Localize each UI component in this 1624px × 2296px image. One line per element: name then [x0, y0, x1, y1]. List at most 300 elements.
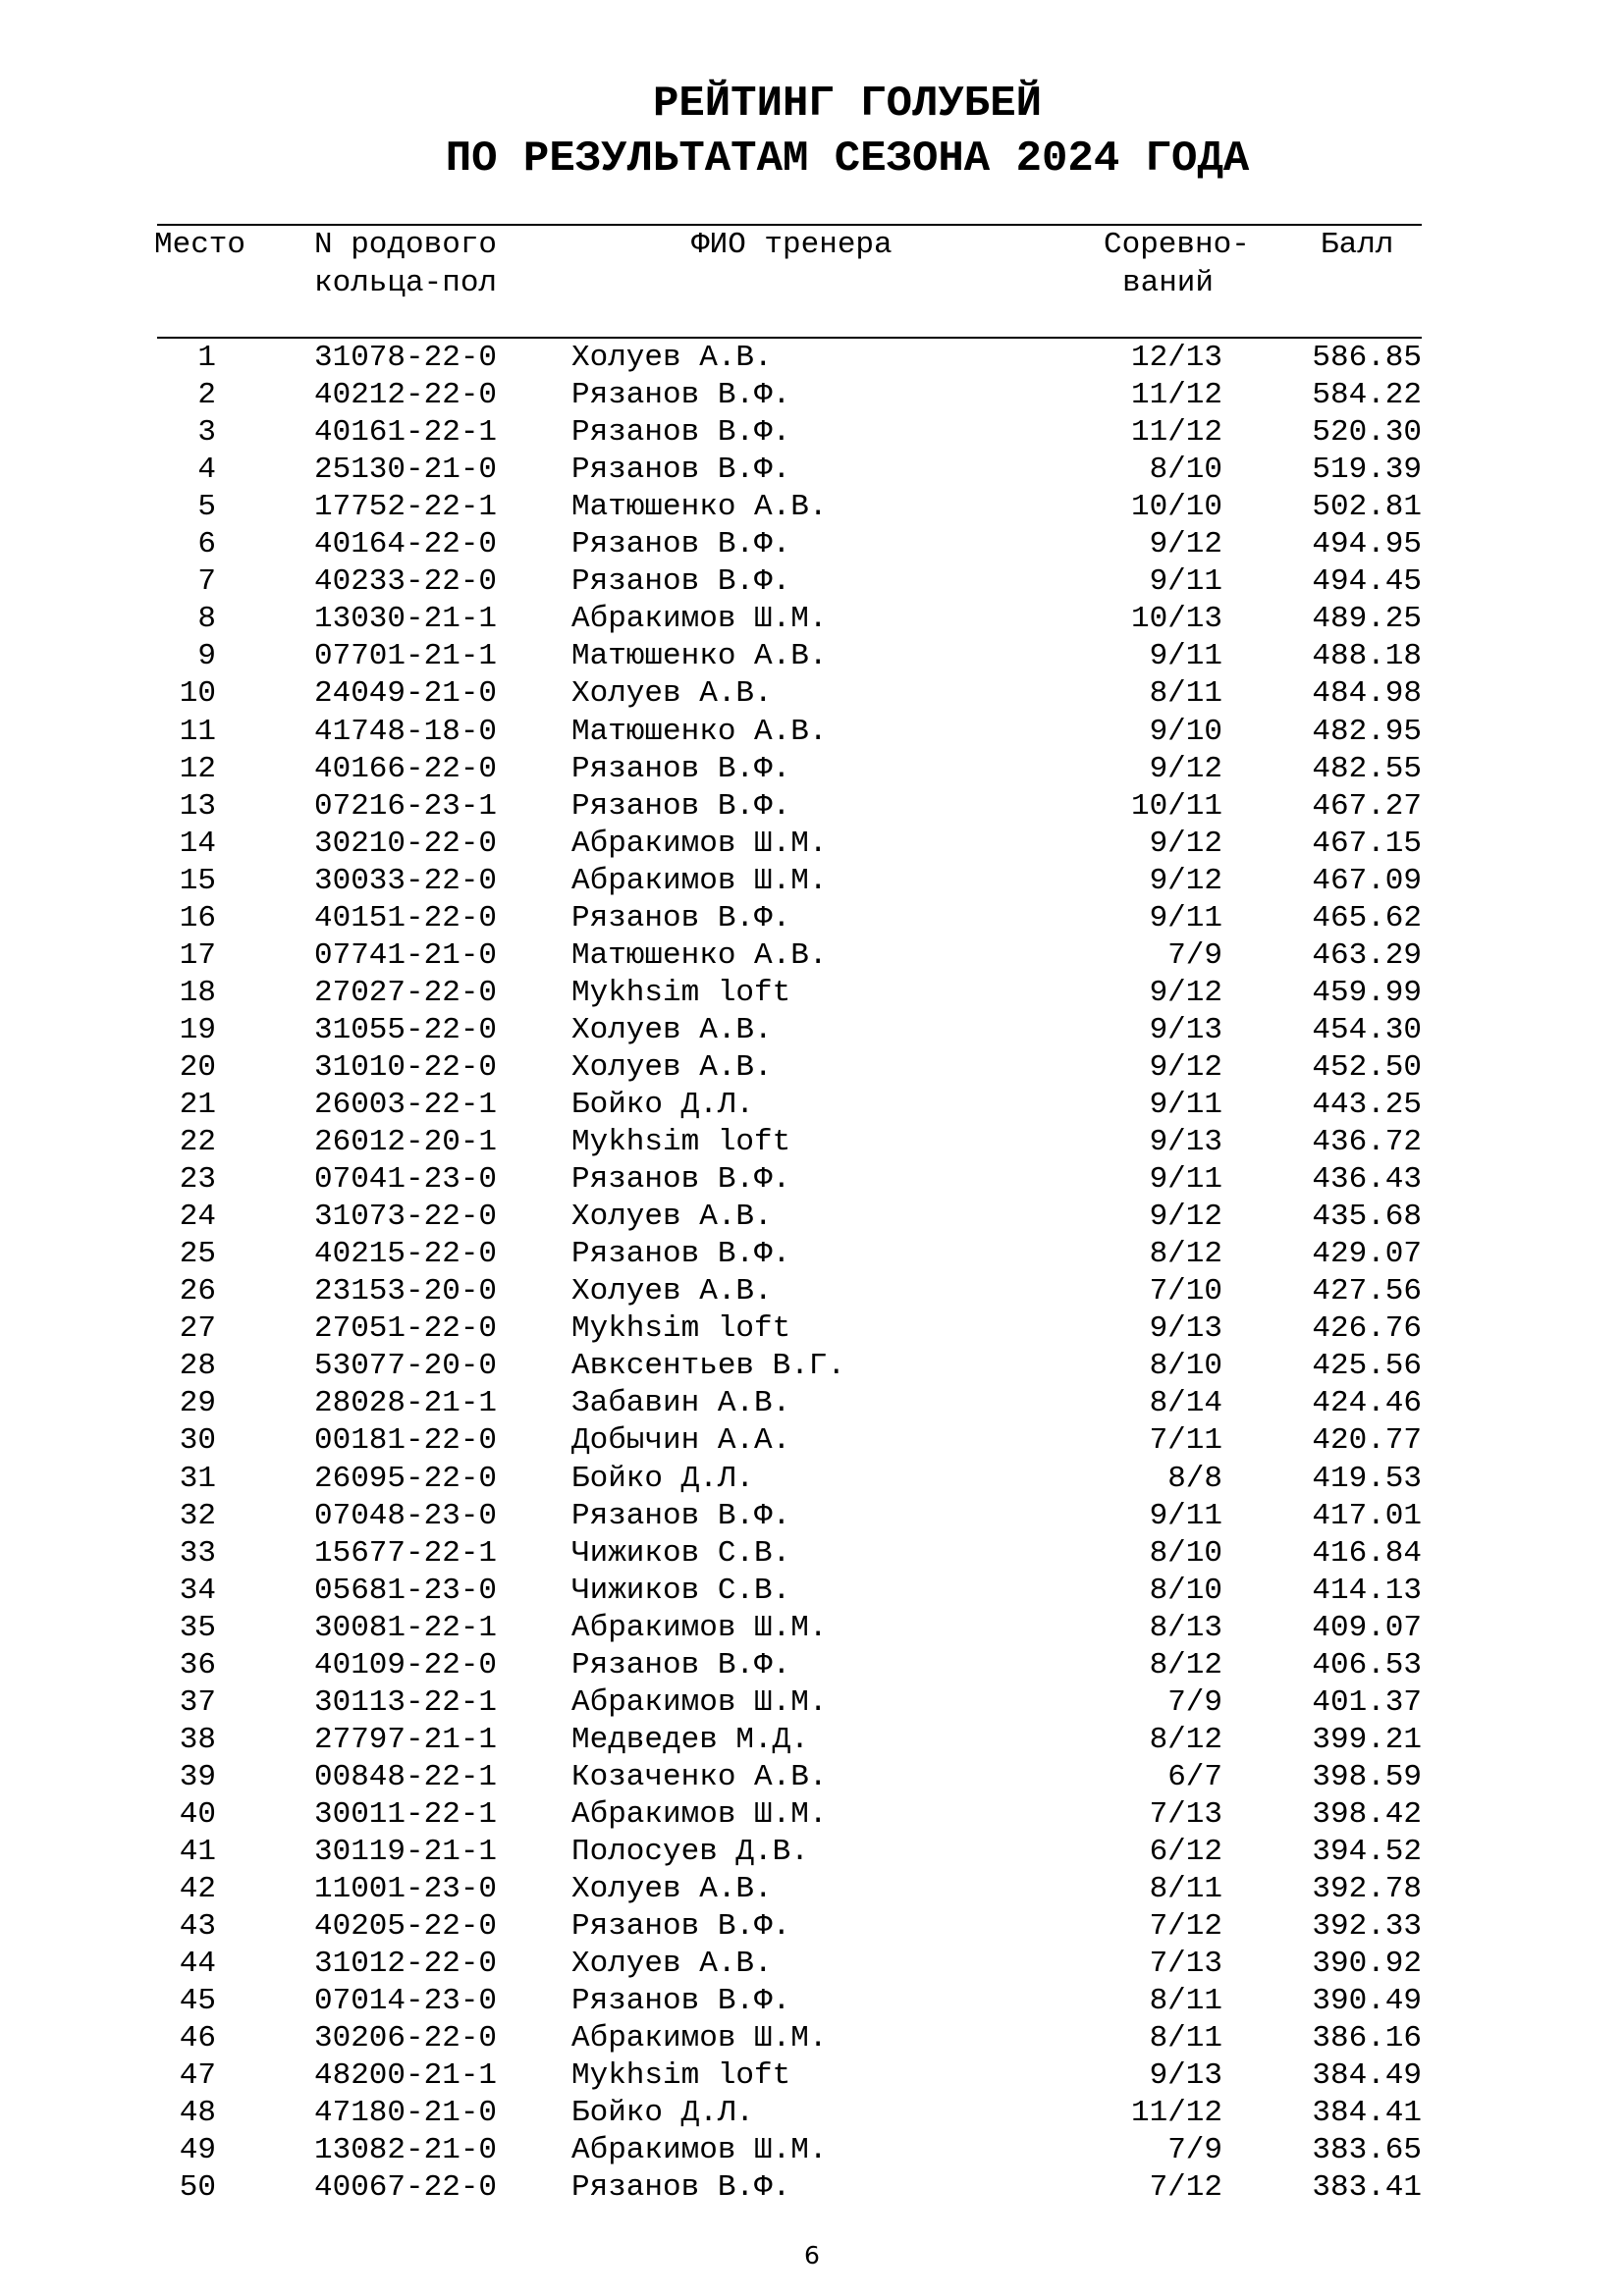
place-cell: 47	[179, 2058, 216, 2094]
trainer-cell: Забавин А.В.	[571, 1386, 791, 1421]
header-score: Балл	[1321, 228, 1394, 262]
score-cell: 443.25	[1312, 1088, 1422, 1122]
table-row	[0, 1834, 1624, 1871]
competitions-cell: 6/12	[1149, 1835, 1222, 1869]
table-row	[0, 1348, 1624, 1385]
header-competitions-line-2: ваний	[1122, 266, 1215, 300]
table-row	[0, 1310, 1624, 1348]
ring-cell: 25130-21-0	[314, 453, 498, 488]
trainer-cell: Рязанов В.Ф.	[571, 751, 791, 786]
table-row	[0, 2169, 1624, 2207]
ring-cell: 13082-21-0	[314, 2133, 498, 2168]
score-cell: 489.25	[1312, 602, 1422, 637]
trainer-cell: Рязанов В.Ф.	[571, 527, 791, 562]
trainer-cell: Абракимов Ш.М.	[571, 602, 828, 637]
table-row	[0, 1124, 1624, 1161]
score-cell: 426.76	[1312, 1311, 1422, 1347]
competitions-cell: 8/11	[1149, 2021, 1222, 2056]
ring-cell: 11001-23-0	[314, 1872, 498, 1907]
score-cell: 459.99	[1312, 975, 1422, 1010]
place-cell: 42	[179, 1872, 216, 1907]
place-cell: 39	[179, 1759, 216, 1794]
ring-cell: 40215-22-0	[314, 1237, 498, 1272]
ring-cell: 05681-23-0	[314, 1573, 498, 1608]
table-row	[0, 1535, 1624, 1573]
competitions-cell: 11/12	[1130, 378, 1222, 413]
trainer-cell: Рязанов В.Ф.	[571, 900, 791, 935]
trainer-cell: Mykhsim loft	[571, 1125, 791, 1160]
table-row	[0, 1946, 1624, 1983]
competitions-cell: 7/12	[1149, 2170, 1222, 2206]
score-cell: 454.30	[1312, 1012, 1422, 1047]
trainer-cell: Абракимов Ш.М.	[571, 1796, 828, 1832]
score-cell: 584.22	[1312, 378, 1422, 413]
place-cell: 10	[179, 676, 216, 712]
competitions-cell: 9/12	[1149, 1200, 1222, 1235]
competitions-cell: 8/10	[1149, 1535, 1222, 1571]
ring-cell: 31078-22-0	[314, 341, 498, 375]
table-row	[0, 675, 1624, 713]
ring-cell: 31073-22-0	[314, 1200, 498, 1235]
table-row	[0, 1498, 1624, 1535]
table-row	[0, 452, 1624, 489]
place-cell: 28	[179, 1349, 216, 1384]
trainer-cell: Холуев А.В.	[571, 1274, 773, 1309]
table-row	[0, 1385, 1624, 1422]
table-row	[0, 638, 1624, 675]
trainer-cell: Холуев А.В.	[571, 1049, 773, 1085]
competitions-cell: 7/9	[1167, 2133, 1222, 2168]
place-cell: 6	[197, 527, 216, 562]
ring-cell: 48200-21-1	[314, 2058, 498, 2094]
score-cell: 394.52	[1312, 1835, 1422, 1869]
score-cell: 494.45	[1312, 564, 1422, 600]
score-cell: 494.95	[1312, 527, 1422, 562]
competitions-cell: 7/13	[1149, 1947, 1222, 1982]
score-cell: 399.21	[1312, 1722, 1422, 1757]
score-cell: 390.92	[1312, 1947, 1422, 1982]
ring-cell: 17752-22-1	[314, 490, 498, 525]
competitions-cell: 8/13	[1149, 1610, 1222, 1645]
trainer-cell: Козаченко А.В.	[571, 1759, 828, 1794]
competitions-cell: 9/12	[1149, 975, 1222, 1010]
table-row	[0, 601, 1624, 638]
trainer-cell: Рязанов В.Ф.	[571, 1237, 791, 1272]
trainer-cell: Матюшенко А.В.	[571, 937, 828, 973]
score-cell: 392.33	[1312, 1909, 1422, 1945]
trainer-cell: Чижиков С.В.	[571, 1535, 791, 1571]
table-row	[0, 563, 1624, 601]
ring-cell: 30033-22-0	[314, 863, 498, 898]
trainer-cell: Абракимов Ш.М.	[571, 863, 828, 898]
place-cell: 16	[179, 900, 216, 935]
place-cell: 41	[179, 1835, 216, 1869]
competitions-cell: 11/12	[1130, 2096, 1222, 2131]
trainer-cell: Рязанов В.Ф.	[571, 453, 791, 488]
trainer-cell: Рязанов В.Ф.	[571, 1498, 791, 1533]
header-ring-line-2: кольца-пол	[314, 266, 498, 300]
place-cell: 9	[197, 639, 216, 674]
trainer-cell: Рязанов В.Ф.	[571, 1984, 791, 2019]
score-cell: 414.13	[1312, 1573, 1422, 1608]
competitions-cell: 9/11	[1149, 1498, 1222, 1533]
trainer-cell: Рязанов В.Ф.	[571, 1909, 791, 1945]
score-cell: 427.56	[1312, 1274, 1422, 1309]
place-cell: 45	[179, 1984, 216, 2019]
place-cell: 1	[197, 341, 216, 375]
trainer-cell: Холуев А.В.	[571, 1200, 773, 1235]
ring-cell: 00181-22-0	[314, 1423, 498, 1459]
place-cell: 43	[179, 1909, 216, 1945]
ring-cell: 30113-22-1	[314, 1684, 498, 1720]
competitions-cell: 9/12	[1149, 527, 1222, 562]
trainer-cell: Холуев А.В.	[571, 1012, 773, 1047]
ring-cell: 27027-22-0	[314, 975, 498, 1010]
place-cell: 5	[197, 490, 216, 525]
table-row	[0, 1236, 1624, 1273]
ring-cell: 07041-23-0	[314, 1162, 498, 1198]
place-cell: 3	[197, 415, 216, 451]
table-row	[0, 975, 1624, 1012]
ring-cell: 27051-22-0	[314, 1311, 498, 1347]
ring-cell: 30011-22-1	[314, 1796, 498, 1832]
table-row	[0, 1684, 1624, 1722]
competitions-cell: 8/10	[1149, 1349, 1222, 1384]
competitions-cell: 8/12	[1149, 1237, 1222, 1272]
score-cell: 383.65	[1312, 2133, 1422, 2168]
score-cell: 384.49	[1312, 2058, 1422, 2094]
ring-cell: 53077-20-0	[314, 1349, 498, 1384]
table-row	[0, 714, 1624, 751]
table-row	[0, 1273, 1624, 1310]
place-cell: 38	[179, 1722, 216, 1757]
ring-cell: 07014-23-0	[314, 1984, 498, 2019]
competitions-cell: 8/12	[1149, 1647, 1222, 1682]
ring-cell: 40166-22-0	[314, 751, 498, 786]
trainer-cell: Бойко Д.Л.	[571, 1088, 755, 1122]
trainer-cell: Полосуев Д.В.	[571, 1835, 809, 1869]
table-row	[0, 1983, 1624, 2020]
table-row	[0, 1087, 1624, 1124]
score-cell: 390.49	[1312, 1984, 1422, 2019]
competitions-cell: 7/9	[1167, 937, 1222, 973]
place-cell: 18	[179, 975, 216, 1010]
place-cell: 7	[197, 564, 216, 600]
score-cell: 436.72	[1312, 1125, 1422, 1160]
table-row	[0, 340, 1624, 377]
trainer-cell: Матюшенко А.В.	[571, 490, 828, 525]
place-cell: 40	[179, 1796, 216, 1832]
competitions-cell: 8/12	[1149, 1722, 1222, 1757]
competitions-cell: 6/7	[1167, 1759, 1222, 1794]
table-row	[0, 2132, 1624, 2169]
table-row	[0, 2020, 1624, 2057]
ring-cell: 07701-21-1	[314, 639, 498, 674]
score-cell: 435.68	[1312, 1200, 1422, 1235]
header-bottom-rule	[157, 337, 1422, 339]
score-cell: 467.15	[1312, 826, 1422, 861]
competitions-cell: 7/11	[1149, 1423, 1222, 1459]
table-row	[0, 1422, 1624, 1460]
place-cell: 14	[179, 826, 216, 861]
competitions-cell: 8/11	[1149, 1984, 1222, 2019]
table-row	[0, 1722, 1624, 1759]
score-cell: 502.81	[1312, 490, 1422, 525]
header-trainer: ФИО тренера	[691, 228, 893, 262]
trainer-cell: Абракимов Ш.М.	[571, 826, 828, 861]
trainer-cell: Добычин А.А.	[571, 1423, 791, 1459]
place-cell: 26	[179, 1274, 216, 1309]
competitions-cell: 8/11	[1149, 1872, 1222, 1907]
score-cell: 420.77	[1312, 1423, 1422, 1459]
competitions-cell: 10/13	[1130, 602, 1222, 637]
table-row	[0, 2095, 1624, 2132]
score-cell: 463.29	[1312, 937, 1422, 973]
ring-cell: 26095-22-0	[314, 1461, 498, 1496]
ring-cell: 40161-22-1	[314, 415, 498, 451]
trainer-cell: Рязанов В.Ф.	[571, 788, 791, 824]
ring-cell: 40205-22-0	[314, 1909, 498, 1945]
place-cell: 29	[179, 1386, 216, 1421]
ring-cell: 41748-18-0	[314, 714, 498, 749]
trainer-cell: Авксентьев В.Г.	[571, 1349, 846, 1384]
ring-cell: 30119-21-1	[314, 1835, 498, 1869]
place-cell: 25	[179, 1237, 216, 1272]
competitions-cell: 9/13	[1149, 2058, 1222, 2094]
score-cell: 406.53	[1312, 1647, 1422, 1682]
table-row	[0, 526, 1624, 563]
header-place: Место	[154, 228, 246, 262]
score-cell: 386.16	[1312, 2021, 1422, 2056]
score-cell: 519.39	[1312, 453, 1422, 488]
table-row	[0, 1012, 1624, 1049]
score-cell: 425.56	[1312, 1349, 1422, 1384]
score-cell: 419.53	[1312, 1461, 1422, 1496]
ring-cell: 47180-21-0	[314, 2096, 498, 2131]
score-cell: 484.98	[1312, 676, 1422, 712]
ring-cell: 40151-22-0	[314, 900, 498, 935]
ring-cell: 40109-22-0	[314, 1647, 498, 1682]
table-row	[0, 1461, 1624, 1498]
score-cell: 488.18	[1312, 639, 1422, 674]
trainer-cell: Mykhsim loft	[571, 975, 791, 1010]
ring-cell: 30081-22-1	[314, 1610, 498, 1645]
page-number: 6	[804, 2241, 820, 2269]
score-cell: 398.42	[1312, 1796, 1422, 1832]
score-cell: 398.59	[1312, 1759, 1422, 1794]
competitions-cell: 9/12	[1149, 863, 1222, 898]
place-cell: 31	[179, 1461, 216, 1496]
trainer-cell: Рязанов В.Ф.	[571, 378, 791, 413]
place-cell: 30	[179, 1423, 216, 1459]
ring-cell: 07741-21-0	[314, 937, 498, 973]
ring-cell: 26003-22-1	[314, 1088, 498, 1122]
ring-cell: 23153-20-0	[314, 1274, 498, 1309]
trainer-cell: Бойко Д.Л.	[571, 1461, 755, 1496]
trainer-cell: Холуев А.В.	[571, 1947, 773, 1982]
ring-cell: 40164-22-0	[314, 527, 498, 562]
trainer-cell: Абракимов Ш.М.	[571, 2133, 828, 2168]
trainer-cell: Чижиков С.В.	[571, 1573, 791, 1608]
place-cell: 20	[179, 1049, 216, 1085]
competitions-cell: 8/10	[1149, 453, 1222, 488]
ring-cell: 07216-23-1	[314, 788, 498, 824]
place-cell: 13	[179, 788, 216, 824]
competitions-cell: 9/11	[1149, 1088, 1222, 1122]
competitions-cell: 9/11	[1149, 639, 1222, 674]
table-row	[0, 377, 1624, 414]
ring-cell: 31012-22-0	[314, 1947, 498, 1982]
table-row	[0, 414, 1624, 452]
table-row	[0, 1573, 1624, 1610]
table-row	[0, 826, 1624, 863]
table-row	[0, 2057, 1624, 2095]
trainer-cell: Рязанов В.Ф.	[571, 415, 791, 451]
score-cell: 424.46	[1312, 1386, 1422, 1421]
ring-cell: 31010-22-0	[314, 1049, 498, 1085]
score-cell: 586.85	[1312, 341, 1422, 375]
ring-cell: 07048-23-0	[314, 1498, 498, 1533]
place-cell: 15	[179, 863, 216, 898]
score-cell: 467.09	[1312, 863, 1422, 898]
ring-cell: 40067-22-0	[314, 2170, 498, 2206]
table-row	[0, 1908, 1624, 1946]
place-cell: 11	[179, 714, 216, 749]
ring-cell: 27797-21-1	[314, 1722, 498, 1757]
trainer-cell: Рязанов В.Ф.	[571, 564, 791, 600]
competitions-cell: 8/10	[1149, 1573, 1222, 1608]
table-row	[0, 937, 1624, 975]
place-cell: 8	[197, 602, 216, 637]
ring-cell: 28028-21-1	[314, 1386, 498, 1421]
ring-cell: 30206-22-0	[314, 2021, 498, 2056]
page-title-line-2: ПО РЕЗУЛЬТАТАМ СЕЗОНА 2024 ГОДА	[445, 134, 1250, 184]
competitions-cell: 9/13	[1149, 1012, 1222, 1047]
place-cell: 19	[179, 1012, 216, 1047]
score-cell: 409.07	[1312, 1610, 1422, 1645]
competitions-cell: 9/12	[1149, 1049, 1222, 1085]
place-cell: 44	[179, 1947, 216, 1982]
trainer-cell: Абракимов Ш.М.	[571, 2021, 828, 2056]
trainer-cell: Холуев А.В.	[571, 341, 773, 375]
competitions-cell: 7/13	[1149, 1796, 1222, 1832]
place-cell: 27	[179, 1311, 216, 1347]
trainer-cell: Холуев А.В.	[571, 676, 773, 712]
place-cell: 35	[179, 1610, 216, 1645]
place-cell: 22	[179, 1125, 216, 1160]
trainer-cell: Медведев М.Д.	[571, 1722, 809, 1757]
place-cell: 4	[197, 453, 216, 488]
place-cell: 32	[179, 1498, 216, 1533]
ring-cell: 31055-22-0	[314, 1012, 498, 1047]
competitions-cell: 8/14	[1149, 1386, 1222, 1421]
competitions-cell: 9/11	[1149, 900, 1222, 935]
competitions-cell: 12/13	[1130, 341, 1222, 375]
score-cell: 452.50	[1312, 1049, 1422, 1085]
table-row	[0, 1049, 1624, 1087]
competitions-cell: 8/11	[1149, 676, 1222, 712]
table-row	[0, 1871, 1624, 1908]
table-row	[0, 863, 1624, 900]
place-cell: 24	[179, 1200, 216, 1235]
competitions-cell: 10/10	[1130, 490, 1222, 525]
trainer-cell: Матюшенко А.В.	[571, 639, 828, 674]
competitions-cell: 7/9	[1167, 1684, 1222, 1720]
competitions-cell: 7/10	[1149, 1274, 1222, 1309]
competitions-cell: 9/11	[1149, 564, 1222, 600]
score-cell: 465.62	[1312, 900, 1422, 935]
competitions-cell: 10/11	[1130, 788, 1222, 824]
score-cell: 520.30	[1312, 415, 1422, 451]
table-row	[0, 751, 1624, 788]
table-row	[0, 900, 1624, 937]
competitions-cell: 9/10	[1149, 714, 1222, 749]
score-cell: 482.95	[1312, 714, 1422, 749]
place-cell: 17	[179, 937, 216, 973]
score-cell: 467.27	[1312, 788, 1422, 824]
competitions-cell: 9/12	[1149, 826, 1222, 861]
table-row	[0, 1647, 1624, 1684]
trainer-cell: Mykhsim loft	[571, 1311, 791, 1347]
place-cell: 34	[179, 1573, 216, 1608]
table-row	[0, 1199, 1624, 1236]
page-title-line-1: РЕЙТИНГ ГОЛУБЕЙ	[652, 80, 1043, 129]
table-row	[0, 489, 1624, 526]
place-cell: 48	[179, 2096, 216, 2131]
competitions-cell: 9/12	[1149, 751, 1222, 786]
header-competitions-line-1: Соревно-	[1104, 228, 1250, 262]
ring-cell: 15677-22-1	[314, 1535, 498, 1571]
competitions-cell: 8/8	[1167, 1461, 1222, 1496]
trainer-cell: Mykhsim loft	[571, 2058, 791, 2094]
ring-cell: 30210-22-0	[314, 826, 498, 861]
table-row	[0, 1759, 1624, 1796]
score-cell: 383.41	[1312, 2170, 1422, 2206]
competitions-cell: 7/12	[1149, 1909, 1222, 1945]
score-cell: 392.78	[1312, 1872, 1422, 1907]
ring-cell: 24049-21-0	[314, 676, 498, 712]
place-cell: 50	[179, 2170, 216, 2206]
competitions-cell: 9/13	[1149, 1311, 1222, 1347]
table-row	[0, 788, 1624, 826]
trainer-cell: Матюшенко А.В.	[571, 714, 828, 749]
score-cell: 436.43	[1312, 1162, 1422, 1198]
score-cell: 401.37	[1312, 1684, 1422, 1720]
ring-cell: 26012-20-1	[314, 1125, 498, 1160]
score-cell: 416.84	[1312, 1535, 1422, 1571]
ring-cell: 40212-22-0	[314, 378, 498, 413]
trainer-cell: Холуев А.В.	[571, 1872, 773, 1907]
place-cell: 23	[179, 1162, 216, 1198]
ring-cell: 13030-21-1	[314, 602, 498, 637]
place-cell: 37	[179, 1684, 216, 1720]
ring-cell: 00848-22-1	[314, 1759, 498, 1794]
competitions-cell: 9/11	[1149, 1162, 1222, 1198]
competitions-cell: 11/12	[1130, 415, 1222, 451]
place-cell: 2	[197, 378, 216, 413]
trainer-cell: Абракимов Ш.М.	[571, 1610, 828, 1645]
trainer-cell: Рязанов В.Ф.	[571, 2170, 791, 2206]
trainer-cell: Рязанов В.Ф.	[571, 1647, 791, 1682]
table-row	[0, 1610, 1624, 1647]
place-cell: 21	[179, 1088, 216, 1122]
score-cell: 429.07	[1312, 1237, 1422, 1272]
table-row	[0, 1796, 1624, 1834]
trainer-cell: Бойко Д.Л.	[571, 2096, 755, 2131]
trainer-cell: Абракимов Ш.М.	[571, 1684, 828, 1720]
score-cell: 482.55	[1312, 751, 1422, 786]
competitions-cell: 9/13	[1149, 1125, 1222, 1160]
